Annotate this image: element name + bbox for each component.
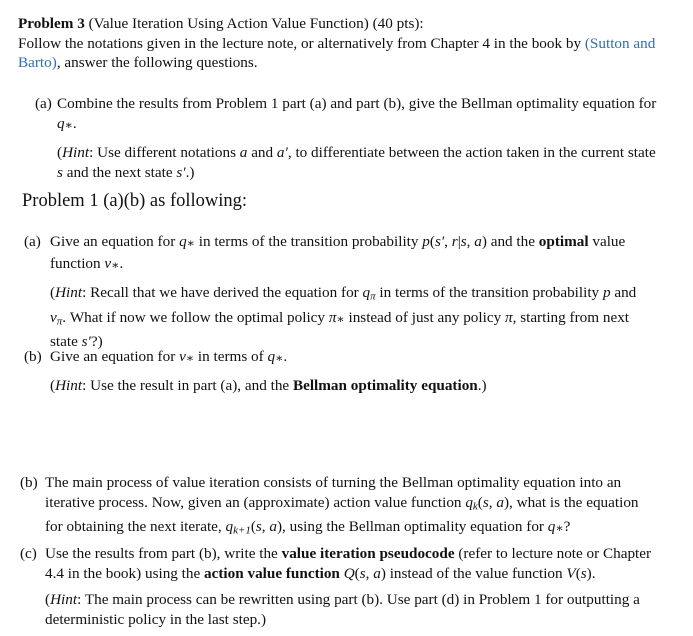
p1-a-hint-label: Hint bbox=[55, 284, 83, 302]
p1-a-text-5: function bbox=[50, 254, 101, 272]
part-c-hint-1: : The main process can be rewritten using part (b). Use part (d) in Problem 1 for outputting a bbox=[77, 591, 640, 608]
p1-a-optimal: optimal bbox=[538, 233, 589, 250]
p1-a-question: Give an equation for q∗ in terms of the transition probability p(s′, r|s, a) and the optimal value function v∗. bbox=[50, 233, 626, 272]
part-b-line-3: for obtaining the next iterate, $q_{k+1}(s$, a), using the Bellman optimality equation for q∗? bbox=[45, 517, 571, 537]
p1-b-text-2: in terms of bbox=[197, 348, 264, 365]
p1-a-hint-2: in terms of the transition probability bbox=[379, 284, 600, 302]
p1-b-question: Give an equation for v∗ in terms of q∗. bbox=[50, 348, 288, 366]
p1-a-text-2: in terms of the transition probability bbox=[198, 233, 419, 250]
part-a-hint: (Hint: Use different notations a and a′, to differentiate between the action taken in the current state s and the next state s′.) bbox=[57, 144, 656, 181]
problem3-intro bbox=[18, 14, 686, 73]
p1-a-hint-5: instead of just any policy bbox=[348, 308, 502, 326]
q-star-symbol: q∗ bbox=[57, 114, 73, 132]
problem3-title-rest: (Value Iteration Using Action Value Function) (40 pts): bbox=[88, 15, 424, 32]
part-b-line-3a: for obtaining the next iterate, bbox=[45, 517, 222, 535]
part-b-body bbox=[45, 473, 685, 541]
part-c-text-1: Use the results from part (b), write the bbox=[45, 545, 278, 562]
p1-b-hint-bold: Bellman optimality equation bbox=[292, 376, 478, 394]
part-a-text: Combine the results from Problem 1 part (a) and part (b), give the Bellman optimality equation for bbox=[57, 95, 657, 112]
p1-a-text-3: and the bbox=[490, 233, 535, 250]
part-c-bold-1: value iteration pseudocode bbox=[281, 545, 455, 562]
p1-b-label: (b) bbox=[24, 348, 42, 365]
p1-b-hint: (Hint: Use the result in part (a), and the Bellman optimality equation.) bbox=[50, 376, 487, 394]
p1-b-body bbox=[50, 347, 682, 395]
part-a-hint-3: and the next state bbox=[66, 163, 173, 181]
p1-a-hint: (Hint: Recall that we have derived the equation for $q_\pi$ in terms of the transition probability p and $v_\pi$. What if now we follow the optimal policy π∗ instead of just any policy π, starting from next state s′?) bbox=[50, 284, 637, 350]
p1-a-text-1: Give an equation for bbox=[50, 233, 176, 250]
part-b-line-2b: , what is the equation bbox=[509, 493, 639, 511]
part-c-question: Use the results from part (b), write the value iteration pseudocode (refer to lecture note or Chapter 4.4 in the book) using the action value function Q(s, a) instead of the value function V(s). bbox=[45, 545, 652, 582]
part-c-hint-label: Hint bbox=[50, 591, 78, 608]
citation-link[interactable]: (Sutton and Barto) bbox=[18, 34, 656, 71]
p1-b-text-1: Give an equation for bbox=[50, 348, 176, 365]
p1-b-hint-1: : Use the result in part (a), and the bbox=[82, 376, 290, 394]
part-a-hint-label: Hint bbox=[62, 144, 90, 162]
p1-a-hint-1: : Recall that we have derived the equation for bbox=[82, 284, 359, 302]
p1-b-hint-2: .) bbox=[477, 376, 487, 394]
problem1-heading: Problem 1 (a)(b) as following: bbox=[22, 191, 248, 211]
part-c-text-4: instead of the value function bbox=[389, 564, 563, 582]
part-b-line-2a: iterative process. Now, given an (approximate) action value function bbox=[45, 493, 462, 511]
p1-a-label: (a) bbox=[24, 233, 41, 250]
part-b-line-1: The main process of value iteration consists of turning the Bellman optimality equation into an bbox=[45, 474, 622, 491]
part-c-label: (c) bbox=[20, 545, 37, 562]
part-a-question: Combine the results from Problem 1 part (a) and part (b), give the Bellman optimality equation for q∗. bbox=[57, 95, 657, 132]
part-b-line-2: iterative process. Now, given an (approximate) action value function $q_k(s$, a), what is the equation bbox=[45, 493, 639, 513]
part-c-hint: (Hint: The main process can be rewritten using part (b). Use part (d) in Problem 1 for outputting a deterministic policy in the last step.) bbox=[45, 591, 640, 628]
part-c-body bbox=[45, 544, 685, 629]
intro-before: Follow the notations given in the lecture note, or alternatively from Chapter 4 in the book by bbox=[18, 34, 582, 52]
p1-a-hint-8: ?) bbox=[90, 332, 103, 350]
part-a-hint-1: : Use different notations bbox=[89, 144, 236, 162]
part-c-text-3: 4.4 in the book) using the bbox=[45, 564, 201, 582]
part-a-label: (a) bbox=[35, 95, 52, 112]
part-c-hint-2: deterministic policy in the last step.) bbox=[45, 610, 267, 628]
part-b-line-3b: , using the Bellman optimality equation for bbox=[282, 517, 544, 535]
problem3-title: Problem 3 bbox=[18, 15, 85, 32]
part-a-body bbox=[57, 94, 687, 182]
p1-a-hint-7: state bbox=[50, 332, 78, 350]
part-b-label: (b) bbox=[20, 474, 38, 491]
p1-a-hint-4: . What if now we follow the optimal policy bbox=[62, 308, 326, 326]
p1-a-hint-3: and bbox=[614, 284, 637, 302]
p1-a-hint-6: , starting from next bbox=[512, 308, 630, 326]
part-c-bold-2: action value function bbox=[204, 564, 340, 582]
p1-a-body bbox=[50, 232, 682, 351]
part-a-hint-2: to differentiate between the action taken in the current state bbox=[295, 144, 656, 162]
p1-a-text-4: value bbox=[592, 233, 626, 250]
p1-b-hint-label: Hint bbox=[55, 376, 83, 394]
problem3-title-line bbox=[18, 14, 686, 34]
intro-after: , answer the following questions. bbox=[56, 54, 258, 71]
problem3-intro-text bbox=[18, 34, 686, 73]
part-c-text-2: (refer to lecture note or Chapter bbox=[458, 545, 652, 562]
